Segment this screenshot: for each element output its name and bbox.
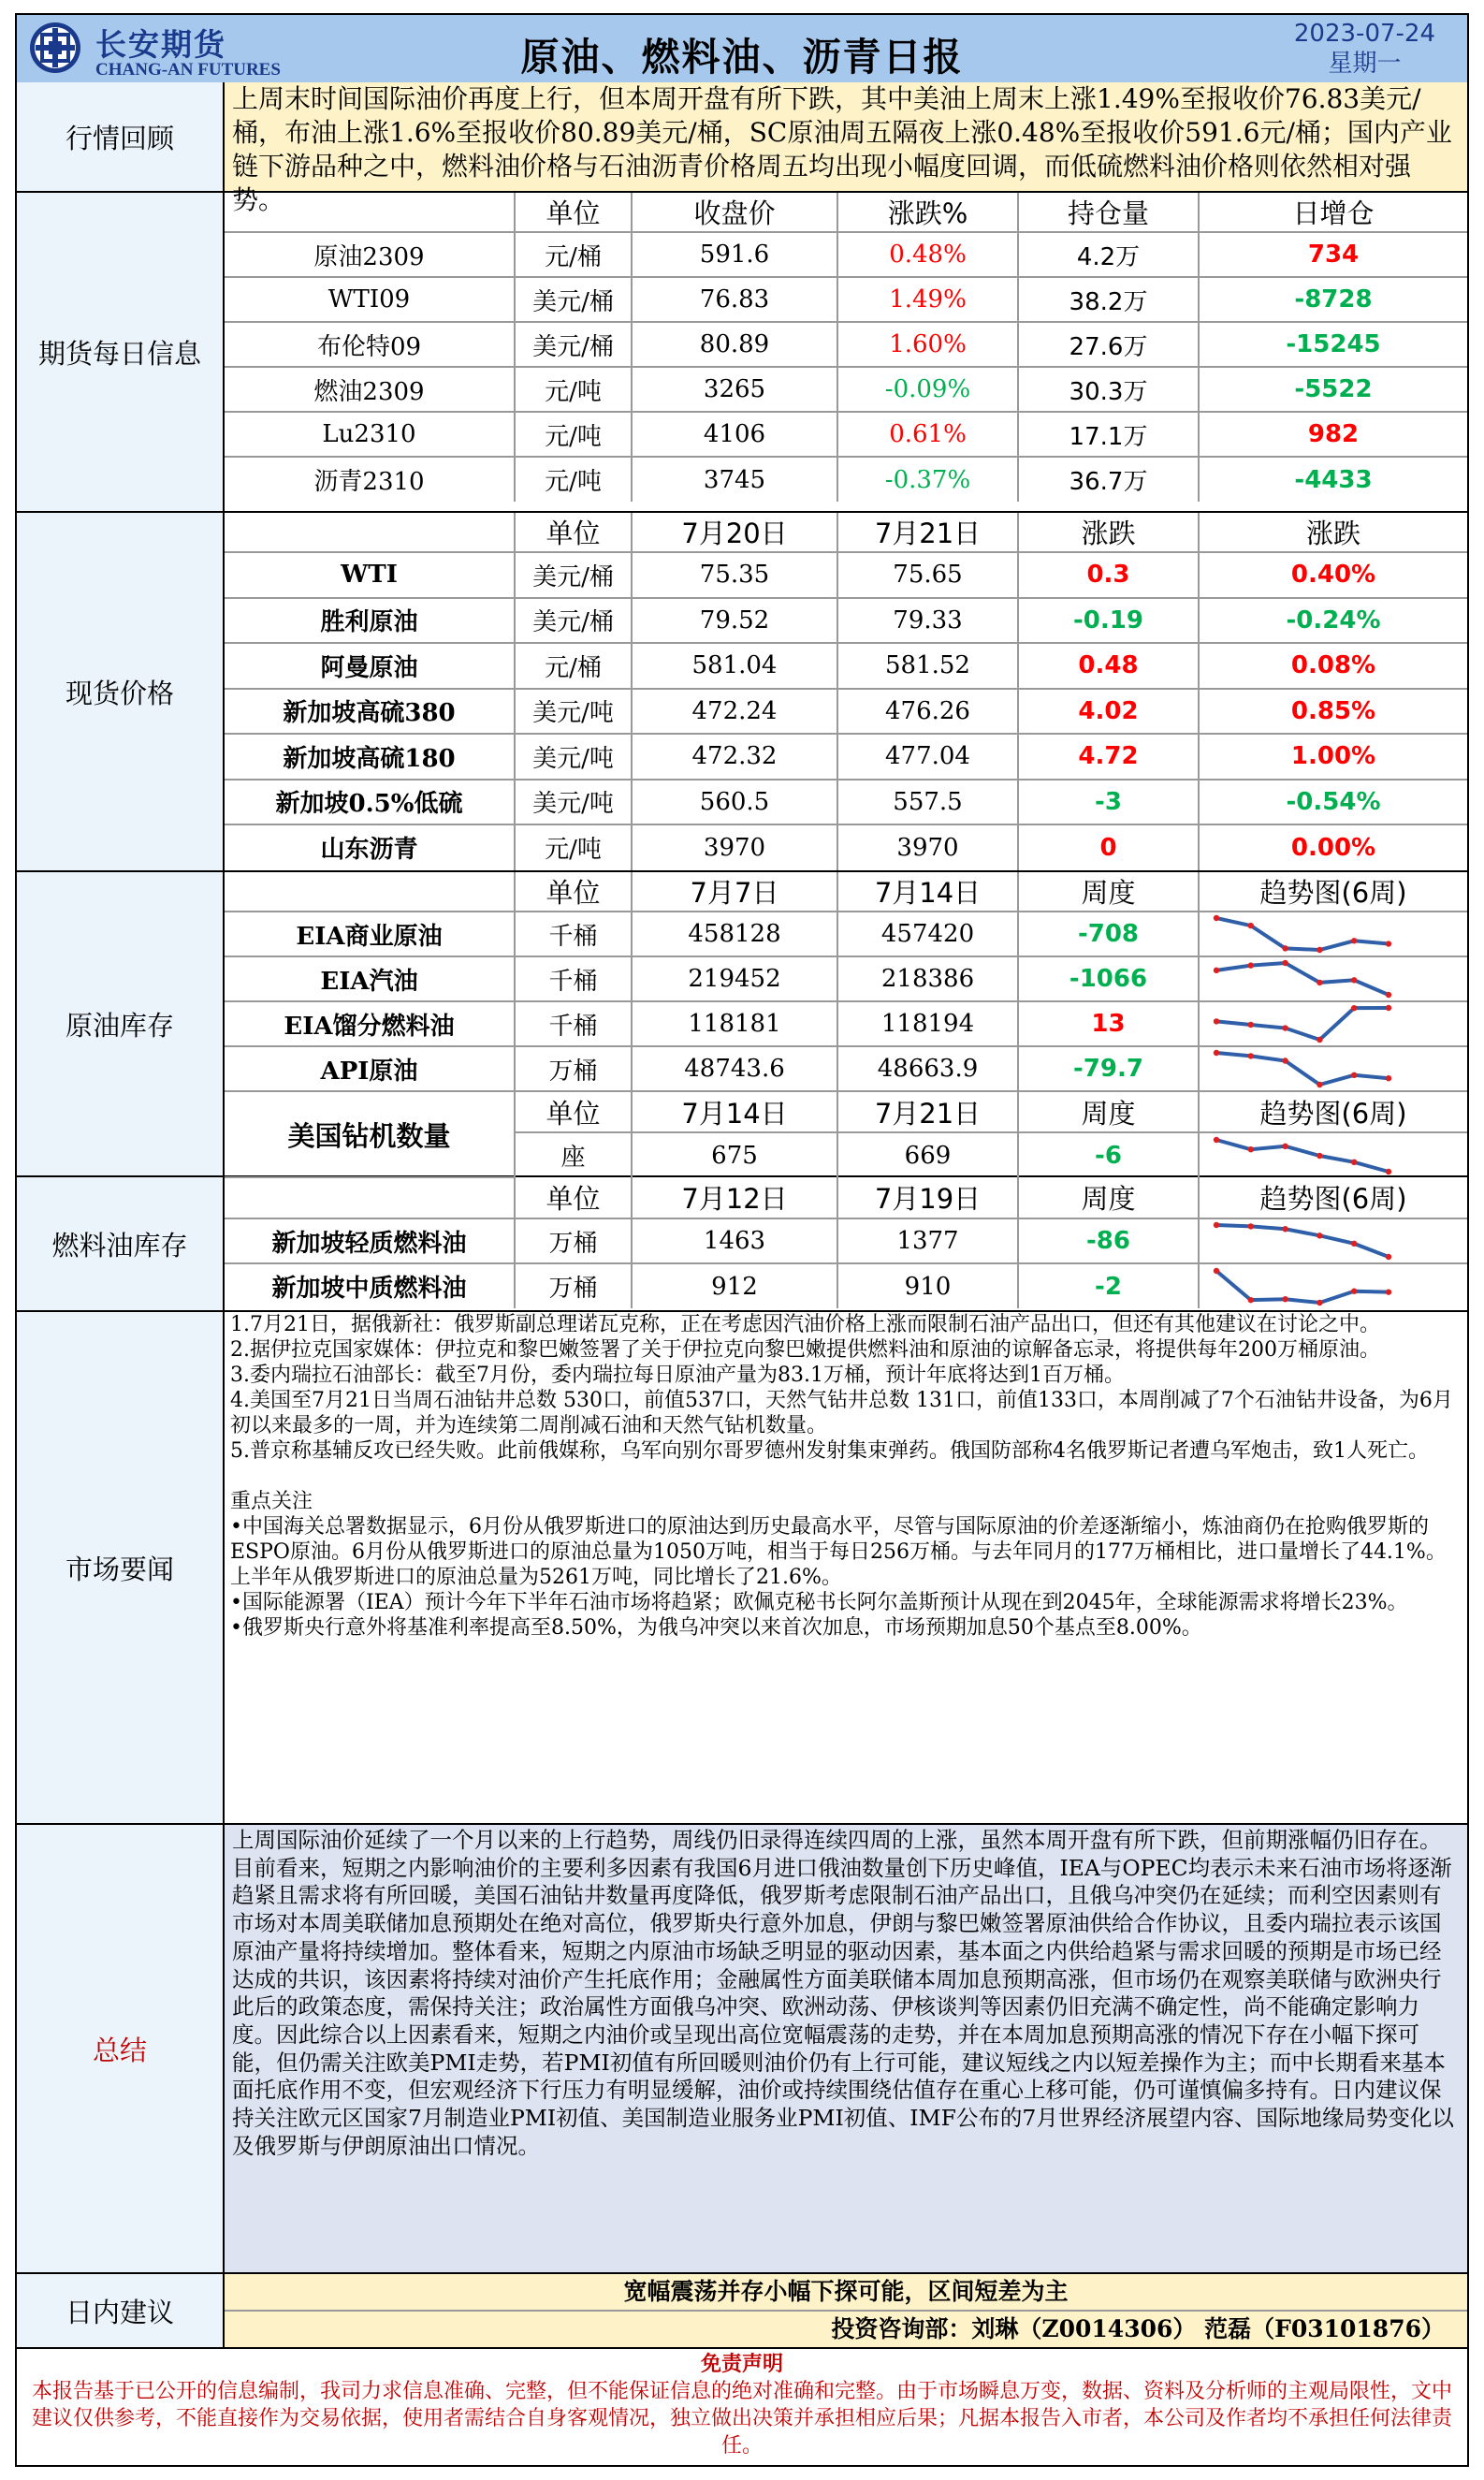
contract-name: 燃油2309 — [225, 367, 515, 412]
focus-item: •俄罗斯央行意外将基准利率提高至8.50%，为俄乌冲突以来首次加息，市场预期加息50个基点至8.00%。 — [230, 1616, 1202, 1640]
trend-line — [1216, 1140, 1389, 1172]
trend-point — [1248, 1296, 1254, 1302]
inventory-row — [225, 956, 1467, 1001]
unit-cell: 元/桶 — [515, 643, 632, 689]
spot-name: 新加坡高硫380 — [225, 689, 515, 735]
focus-title: 重点关注 — [230, 1490, 313, 1513]
contract-name: 布伦特09 — [225, 322, 515, 367]
trend-point — [1214, 1018, 1219, 1024]
daily-oi-change: 982 — [1199, 412, 1467, 457]
column-header: 7月21日 — [837, 1091, 1018, 1132]
advice-text: 宽幅震荡并存小幅下探可能，区间短差为主 — [225, 2274, 1467, 2312]
trend-sparkline — [1200, 913, 1405, 955]
weekday-text: 星期一 — [1328, 50, 1402, 78]
report-header — [17, 15, 1467, 84]
price-change: -3 — [1018, 780, 1199, 825]
inventory-name: EIA馏分燃料油 — [225, 1001, 515, 1046]
weekly-change: -79.7 — [1018, 1046, 1199, 1091]
price-day1: 75.35 — [632, 552, 837, 598]
unit-cell: 万桶 — [515, 1046, 632, 1091]
open-interest: 17.1万 — [1018, 412, 1199, 457]
trend-cell — [1199, 1046, 1467, 1091]
inventory-week1: 912 — [632, 1263, 837, 1308]
column-header: 单位 — [515, 193, 632, 232]
fuel-inventory-table-wrap — [225, 1177, 1467, 1310]
inventory-week2: 118194 — [837, 1001, 1018, 1046]
unit-cell: 元/吨 — [515, 367, 632, 412]
column-header — [225, 872, 515, 912]
inventory-name: EIA汽油 — [225, 956, 515, 1001]
trend-point — [1317, 1037, 1322, 1043]
trend-sparkline — [1200, 1266, 1405, 1307]
inventory-week1: 219452 — [632, 956, 837, 1001]
trend-point — [1351, 1241, 1357, 1247]
weekly-change: -2 — [1018, 1263, 1199, 1308]
column-header: 周度 — [1018, 872, 1199, 912]
unit-cell: 元/吨 — [515, 824, 632, 870]
price-change: 4.72 — [1018, 734, 1199, 780]
price-day2: 477.04 — [837, 734, 1018, 780]
trend-line — [1216, 1271, 1389, 1303]
news-item: 2.据伊拉克国家媒体：伊拉克和黎巴嫩签署了关于伊拉克向黎巴嫩提供燃料油和原油的谅解备忘录，将提供每年200万桶原油。 — [230, 1338, 1380, 1362]
spot-name: 阿曼原油 — [225, 643, 515, 689]
inventory-week1: 48743.6 — [632, 1046, 837, 1091]
unit-cell: 万桶 — [515, 1218, 632, 1263]
table-header-row — [225, 872, 1467, 912]
trend-cell — [1199, 912, 1467, 956]
futures-table-wrap — [225, 193, 1467, 511]
price-change-percent: 1.00% — [1199, 734, 1467, 780]
trend-point — [1282, 1025, 1288, 1030]
close-price: 591.6 — [632, 232, 837, 277]
futures-row — [225, 457, 1467, 502]
focus-item: •中国海关总署数据显示，6月份从俄罗斯进口的原油达到历史最高水平，尽管与国际原油的价差逐渐缩小，炼油商仍在抢购俄罗斯的ESPO原油。6月份从俄罗斯进口的原油总量为1050万吨，相当于每日256万桶。与去年同月的177万桶相比，进口量增长了44.1%。上半年从俄罗斯进口的原油总量为5261万吨，同比增长了21.6%。 — [230, 1515, 1447, 1589]
table-header-row — [225, 1177, 1467, 1218]
column-header: 涨跌 — [1199, 513, 1467, 552]
trend-point — [1317, 1082, 1322, 1087]
table-header-row — [225, 193, 1467, 232]
unit-cell: 美元/桶 — [515, 277, 632, 322]
spot-name: 胜利原油 — [225, 598, 515, 644]
change-percent: 0.61% — [837, 412, 1018, 457]
trend-point — [1214, 915, 1219, 921]
inventory-row — [225, 912, 1467, 956]
unit-cell: 元/桶 — [515, 232, 632, 277]
fuel-inventory-table — [225, 1177, 1467, 1308]
trend-point — [1282, 1058, 1288, 1063]
advice-section — [17, 2274, 1467, 2349]
price-change: 0.48 — [1018, 643, 1199, 689]
trend-sparkline — [1200, 1048, 1405, 1089]
trend-line — [1216, 1053, 1389, 1085]
column-header: 单位 — [515, 1177, 632, 1218]
unit-cell: 美元/吨 — [515, 689, 632, 735]
trend-sparkline — [1200, 1135, 1405, 1176]
contract-name: 沥青2310 — [225, 457, 515, 502]
column-header: 7月12日 — [632, 1177, 837, 1218]
news-label: 市场要闻 — [17, 1312, 225, 1823]
trend-point — [1248, 1146, 1254, 1152]
trend-point — [1248, 1053, 1254, 1058]
trend-point — [1386, 992, 1391, 998]
news-item: 3.委内瑞拉石油部长：截至7月份，委内瑞拉每日原油产量为83.1万桶，预计年底将达到1百万桶。 — [230, 1364, 1125, 1387]
disclaimer-section — [17, 2349, 1467, 2467]
weekly-change: -708 — [1018, 912, 1199, 956]
trend-point — [1386, 1005, 1391, 1011]
inventory-name: 新加坡中质燃料油 — [225, 1263, 515, 1308]
price-change-percent: 0.85% — [1199, 689, 1467, 735]
rig-name: 美国钻机数量 — [225, 1091, 515, 1177]
inventory-row — [225, 1046, 1467, 1091]
price-day2: 581.52 — [837, 643, 1018, 689]
advice-content — [225, 2274, 1467, 2347]
trend-sparkline — [1200, 1003, 1405, 1044]
trend-point — [1248, 1022, 1254, 1028]
inventory-row — [225, 1218, 1467, 1263]
weekly-change: -6 — [1018, 1132, 1199, 1177]
inventory-week2: 1377 — [837, 1218, 1018, 1263]
trend-point — [1248, 1223, 1254, 1229]
spot-name: 山东沥青 — [225, 824, 515, 870]
logo-text-cn: 长安期货 — [95, 26, 226, 63]
column-header: 7月14日 — [837, 872, 1018, 912]
spot-name: 新加坡高硫180 — [225, 734, 515, 780]
contract-name: 原油2309 — [225, 232, 515, 277]
trend-line — [1216, 1225, 1389, 1257]
trend-point — [1386, 941, 1391, 946]
market-review-text: 上周末时间国际油价再度上行，但本周开盘有所下跌，其中美油上周末上涨1.49%至报收价76.83美元/桶，布油上涨1.6%至报收价80.89美元/桶，SC原油周五隔夜上涨0.48%至报收价591.6元/桶；国内产业链下游品种之中，燃料油价格与石油沥青价格周五均出现小幅度回调，而低硫燃料油价格则依然相对强势。 — [225, 82, 1467, 191]
inventory-week2: 910 — [837, 1263, 1018, 1308]
open-interest: 4.2万 — [1018, 232, 1199, 277]
futures-label: 期货每日信息 — [17, 193, 225, 511]
unit-cell: 美元/桶 — [515, 598, 632, 644]
column-header: 持仓量 — [1018, 193, 1199, 232]
trend-point — [1351, 1072, 1357, 1078]
price-change: -0.19 — [1018, 598, 1199, 644]
change-percent: 1.49% — [837, 277, 1018, 322]
trend-point — [1282, 960, 1288, 966]
trend-point — [1248, 923, 1254, 928]
summary-section — [17, 1825, 1467, 2274]
report-title: 原油、燃料油、沥青日报 — [520, 35, 964, 80]
spot-row — [225, 824, 1467, 870]
news-item: 4.美国至7月21日当周石油钻井总数 530口，前值537口，天然气钻井总数 131口，前值133口，本周削减了7个石油钻井设备，为6月初以来最多的一周，并为连续第二周削减石油和天然气钻机数量。 — [230, 1389, 1453, 1437]
unit-cell: 千桶 — [515, 1001, 632, 1046]
change-percent: 1.60% — [837, 322, 1018, 367]
fuel-inventory-section — [17, 1177, 1467, 1312]
weekly-change: 13 — [1018, 1001, 1199, 1046]
trend-cell — [1199, 1263, 1467, 1308]
spot-label: 现货价格 — [17, 513, 225, 870]
fuel-inventory-label: 燃料油库存 — [17, 1177, 225, 1310]
trend-point — [1317, 1299, 1322, 1305]
price-change-percent: 0.00% — [1290, 833, 1376, 862]
disclaimer-text: 本报告基于已公开的信息编制，我司力求信息准确、完整，但不能保证信息的绝对准确和完整。由于市场瞬息万变，数据、资料及分析师的主观局限性，文中建议仅供参考，不能直接作为交易依据，使用者需结合自身客观情况，独立做出决策并承担相应后果；凡据本报告入市者，本公司及作者均不承担任何法律责任。 — [31, 2380, 1452, 2458]
rig-week2: 669 — [837, 1132, 1018, 1177]
trend-point — [1214, 1267, 1219, 1273]
price-day2: 557.5 — [837, 780, 1018, 825]
column-header: 趋势图(6周) — [1199, 1177, 1467, 1218]
futures-row — [225, 367, 1467, 412]
price-change: 0 — [1018, 824, 1199, 870]
price-day1: 560.5 — [632, 780, 837, 825]
news-content — [225, 1312, 1467, 1823]
open-interest: 38.2万 — [1018, 277, 1199, 322]
column-header: 周度 — [1018, 1091, 1199, 1132]
date-text: 2023-07-24 — [1293, 20, 1435, 48]
weekly-change: -1066 — [1018, 956, 1199, 1001]
close-price: 80.89 — [632, 322, 837, 367]
unit-cell: 美元/桶 — [515, 322, 632, 367]
price-day1: 472.32 — [632, 734, 837, 780]
trend-point — [1386, 1075, 1391, 1081]
trend-point — [1351, 1159, 1357, 1164]
contract-name: Lu2310 — [225, 412, 515, 457]
inventory-week2: 218386 — [837, 956, 1018, 1001]
summary-text: 上周国际油价延续了一个月以来的上行趋势，周线仍旧录得连续四周的上涨，虽然本周开盘有所下跌，但前期涨幅仍旧存在。目前看来，短期之内影响油价的主要利多因素有我国6月进口俄油数量创下历史峰值，IEA与OPEC均表示未来石油市场将逐渐趋紧且需求将有所回暖，美国石油钻井数量再度降低，俄罗斯考虑限制石油产品出口，且俄乌冲突仍在延续；而利空因素则有市场对本周美联储加息预期处在绝对高位，俄罗斯央行意外加息，伊朗与黎巴嫩签署原油供给合作协议，且委内瑞拉表示该国原油产量将持续增加。整体看来，短期之内原油市场缺乏明显的驱动因素，基本面之内供给趋紧与需求回暖的预期是市场已经达成的共识，该因素将持续对油价产生托底作用；金融属性方面美联储本周加息预期高涨，但市场仍在观察美联储与欧洲央行此后的政策态度，需保持关注；政治属性方面俄乌冲突、欧洲动荡、伊核谈判等因素仍旧充满不确定性，尚不能确定影响力度。因此综合以上因素看来，短期之内油价或呈现出高位宽幅震荡的走势，并在本周加息预期高涨的情况下存在小幅下探可能，但仍需关注欧美PMI走势，若PMI初值有所回暖则油价仍有上行可能，建议短线之内以短差操作为主；而中长期看来基本面托底作用不变，但宏观经济下行压力有明显缓解，油价或持续围绕估值存在重心上移可能，仍可谨慎偏多持有。日内建议保持关注欧元区国家7月制造业PMI初值、美国制造业服务业PMI初值、IMF公布的7月世界经济展望内容、国际地缘局势变化以及俄罗斯与伊朗原油出口情况。 — [225, 1825, 1467, 2272]
trend-point — [1214, 1222, 1219, 1228]
analyst-credit: 投资咨询部：刘琳（Z0014306） 范磊（F03101876） — [225, 2312, 1467, 2347]
column-header — [225, 1177, 515, 1218]
trend-point — [1351, 938, 1357, 943]
price-day1: 581.04 — [632, 643, 837, 689]
trend-cell — [1199, 956, 1467, 1001]
unit-cell: 美元/吨 — [515, 734, 632, 780]
change-percent: -0.37% — [837, 457, 1018, 502]
futures-table — [225, 193, 1467, 502]
price-day1: 79.52 — [632, 598, 837, 644]
open-interest: 36.7万 — [1018, 457, 1199, 502]
trend-point — [1386, 1168, 1391, 1174]
price-change-percent: -0.54% — [1199, 780, 1467, 825]
trend-point — [1282, 1296, 1288, 1302]
price-day2: 79.33 — [837, 598, 1018, 644]
trend-point — [1351, 1288, 1357, 1293]
price-change: 4.02 — [1018, 689, 1199, 735]
trend-cell — [1199, 1132, 1467, 1177]
price-change-percent: -0.24% — [1199, 598, 1467, 644]
column-header: 7月7日 — [632, 872, 837, 912]
spot-name: WTI — [225, 552, 515, 598]
trend-point — [1317, 980, 1322, 985]
market-review-label: 行情回顾 — [17, 82, 225, 191]
crude-inventory-table-wrap — [225, 872, 1467, 1175]
crude-inventory-table — [225, 872, 1467, 1178]
trend-point — [1214, 1136, 1219, 1142]
daily-oi-change: -5522 — [1199, 367, 1467, 412]
change-percent: -0.09% — [837, 367, 1018, 412]
column-header: 趋势图(6周) — [1199, 872, 1467, 912]
spot-table — [225, 513, 1467, 870]
column-header: 7月19日 — [837, 1177, 1018, 1218]
spot-section — [17, 513, 1467, 872]
logo-text-en: CHANG-AN FUTURES — [95, 60, 281, 80]
close-price: 4106 — [632, 412, 837, 457]
news-item: 5.普京称基辅反攻已经失败。此前俄媒称，乌军向别尔哥罗德州发射集束弹药。俄国防部称4名俄罗斯记者遭乌军炮击，致1人死亡。 — [230, 1439, 1429, 1463]
close-price: 76.83 — [632, 277, 837, 322]
inventory-name: API原油 — [225, 1046, 515, 1091]
trend-point — [1386, 1289, 1391, 1294]
trend-line — [1216, 963, 1389, 995]
trend-line — [1216, 1008, 1389, 1040]
trend-point — [1282, 1226, 1288, 1232]
futures-row — [225, 322, 1467, 367]
news-item: 1.7月21日，据俄新社：俄罗斯副总理诺瓦克称，正在考虑因汽油价格上涨而限制石油产品出口，但还有其他建议在讨论之中。 — [230, 1313, 1380, 1336]
trend-point — [1317, 947, 1322, 953]
open-interest: 30.3万 — [1018, 367, 1199, 412]
price-change-percent: 0.40% — [1199, 552, 1467, 598]
futures-section — [17, 193, 1467, 513]
price-day2: 75.65 — [837, 552, 1018, 598]
column-header: 收盘价 — [632, 193, 837, 232]
daily-oi-change: -4433 — [1294, 465, 1373, 494]
price-day2: 476.26 — [837, 689, 1018, 735]
summary-label: 总结 — [17, 1825, 225, 2272]
futures-row — [225, 277, 1467, 322]
column-header — [225, 513, 515, 552]
trend-point — [1351, 1005, 1357, 1011]
column-header: 7月20日 — [632, 513, 837, 552]
price-day1: 472.24 — [632, 689, 837, 735]
disclaimer-title: 免责声明 — [700, 2353, 783, 2376]
inventory-week1: 1463 — [632, 1218, 837, 1263]
rig-week1: 675 — [632, 1132, 837, 1177]
column-header: 涨跌 — [1018, 513, 1199, 552]
column-header: 周度 — [1018, 1177, 1199, 1218]
report-date — [1294, 19, 1435, 79]
close-price: 3745 — [632, 457, 837, 502]
daily-oi-change: -15245 — [1199, 322, 1467, 367]
trend-point — [1248, 962, 1254, 968]
spot-row — [225, 689, 1467, 735]
unit-cell: 美元/桶 — [515, 552, 632, 598]
spot-row — [225, 598, 1467, 644]
trend-point — [1282, 945, 1288, 951]
spot-name: 新加坡0.5%低硫 — [225, 780, 515, 825]
price-change-percent: 0.08% — [1199, 643, 1467, 689]
trend-cell — [1199, 1001, 1467, 1046]
column-header — [225, 193, 515, 232]
focus-item: •国际能源署（IEA）预计今年下半年石油市场将趋紧；欧佩克秘书长阿尔盖斯预计从现在到2045年，全球能源需求将增长23%。 — [230, 1591, 1408, 1614]
column-header: 单位 — [515, 1091, 632, 1132]
price-change: 0.3 — [1018, 552, 1199, 598]
trend-point — [1317, 1233, 1322, 1238]
trend-point — [1386, 1254, 1391, 1260]
price-day1: 3970 — [632, 824, 837, 870]
inventory-week2: 457420 — [837, 912, 1018, 956]
trend-point — [1282, 1143, 1288, 1148]
daily-oi-change: 734 — [1199, 232, 1467, 277]
trend-line — [1216, 918, 1389, 950]
advice-label: 日内建议 — [17, 2274, 225, 2347]
daily-oi-change: -8728 — [1199, 277, 1467, 322]
spot-row — [225, 734, 1467, 780]
crude-inventory-label: 原油库存 — [17, 872, 225, 1175]
column-header: 7月21日 — [837, 513, 1018, 552]
column-header: 7月14日 — [632, 1091, 837, 1132]
open-interest: 27.6万 — [1018, 322, 1199, 367]
contract-name: WTI09 — [225, 277, 515, 322]
change-percent: 0.48% — [837, 232, 1018, 277]
news-spacer — [230, 1464, 1462, 1489]
crude-inventory-section — [17, 872, 1467, 1177]
spot-row — [225, 780, 1467, 825]
rig-header-row — [225, 1091, 1467, 1132]
inventory-row — [225, 1001, 1467, 1046]
trend-point — [1351, 977, 1357, 983]
column-header: 涨跌% — [837, 193, 1018, 232]
unit-cell: 美元/吨 — [515, 780, 632, 825]
inventory-week1: 458128 — [632, 912, 837, 956]
inventory-name: EIA商业原油 — [225, 912, 515, 956]
spot-table-wrap — [225, 513, 1467, 870]
price-day2: 3970 — [837, 824, 1018, 870]
inventory-week2: 48663.9 — [837, 1046, 1018, 1091]
trend-point — [1214, 1050, 1219, 1056]
inventory-week1: 118181 — [632, 1001, 837, 1046]
unit-cell: 千桶 — [515, 956, 632, 1001]
inventory-row — [225, 1263, 1467, 1308]
column-header: 日增仓 — [1199, 193, 1467, 232]
close-price: 3265 — [632, 367, 837, 412]
unit-cell: 元/吨 — [515, 412, 632, 457]
column-header: 单位 — [515, 513, 632, 552]
unit-cell: 座 — [515, 1132, 632, 1177]
trend-point — [1214, 968, 1219, 973]
futures-row — [225, 412, 1467, 457]
unit-cell: 千桶 — [515, 912, 632, 956]
report-page — [15, 13, 1469, 2467]
futures-row — [225, 232, 1467, 277]
trend-sparkline — [1200, 1220, 1405, 1262]
column-header: 单位 — [515, 872, 632, 912]
spot-row — [225, 643, 1467, 689]
unit-cell: 元/吨 — [515, 457, 632, 502]
inventory-name: 新加坡轻质燃料油 — [225, 1218, 515, 1263]
weekly-change: -86 — [1018, 1218, 1199, 1263]
column-header: 趋势图(6周) — [1199, 1091, 1467, 1132]
trend-cell — [1199, 1218, 1467, 1263]
news-section — [17, 1312, 1467, 1825]
spot-row — [225, 552, 1467, 598]
trend-sparkline — [1200, 958, 1405, 999]
trend-point — [1317, 1152, 1322, 1158]
table-header-row — [225, 513, 1467, 552]
unit-cell: 万桶 — [515, 1263, 632, 1308]
